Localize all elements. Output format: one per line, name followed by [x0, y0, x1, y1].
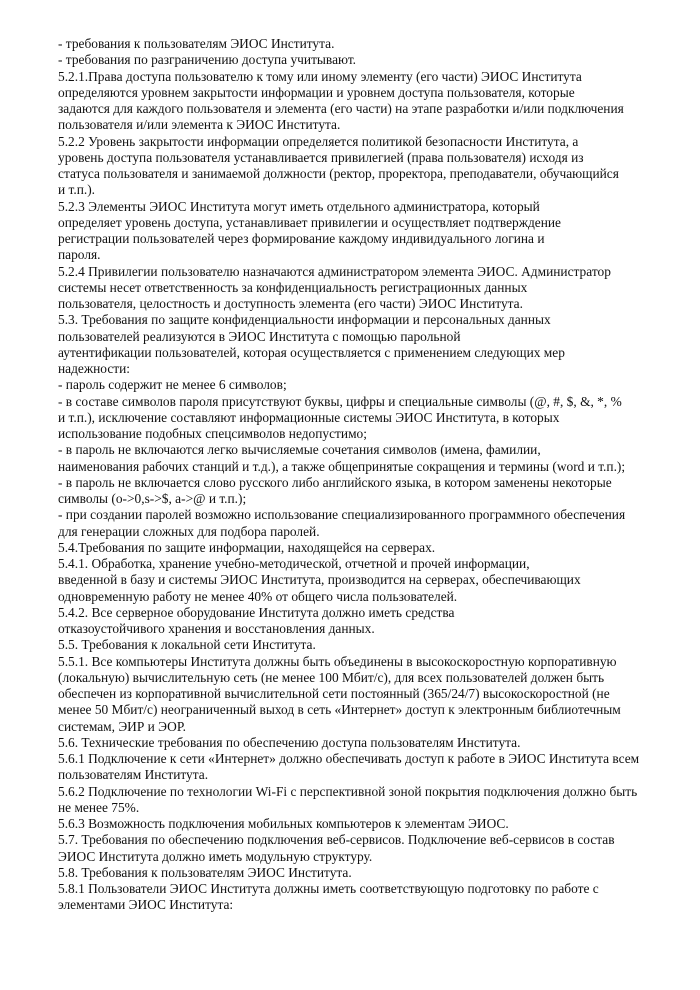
- text-line: и т.п.), исключение составляют информационные системы ЭИОС Института, в которых: [58, 409, 560, 425]
- text-line: 5.2.3 Элементы ЭИОС Института могут иметь отдельного администратора, который: [58, 198, 540, 214]
- paragraph-req-access: [58, 52, 672, 68]
- text-line: 5.4.1. Обработка, хранение учебно-методической, отчетной и прочей информации,: [58, 556, 530, 571]
- text-line: отказоустойчивого хранения и восстановления данных.: [58, 621, 375, 636]
- paragraph-pw-software: [58, 507, 672, 540]
- paragraph-p-5-6-2: [58, 784, 672, 817]
- paragraph-p-5-6-3: [58, 816, 672, 832]
- text-line: системам, ЭИР и ЭОР.: [58, 718, 186, 734]
- text-line: 5.3. Требования по защите конфиденциальности информации и персональных данных: [58, 312, 551, 328]
- paragraph-p-5-2-2: [58, 134, 672, 199]
- text-line: 5.2.1.Права доступа пользователю к тому или иному элементу (его части) ЭИОС Института: [58, 68, 582, 84]
- text-line: и т.п.).: [58, 182, 96, 198]
- text-line: использование подобных спецсимволов недопустимо;: [58, 426, 367, 441]
- text-line: определяются уровнем закрытости информации и уровнем доступа пользователя, которые: [58, 84, 575, 100]
- text-line: 5.6.3 Возможность подключения мобильных компьютеров к элементам ЭИОС.: [58, 816, 509, 831]
- text-line: - при создании паролей возможно использование специализированного программного обеспечения: [58, 507, 626, 523]
- text-line: регистрации пользователей через формирование каждому индивидуального логина и: [58, 231, 545, 246]
- paragraph-req-users: [58, 36, 672, 52]
- paragraph-p-5-2-4: [58, 264, 672, 313]
- paragraph-pw-length: [58, 377, 672, 393]
- text-line: обеспечен из корпоративной вычислительной сети постоянный (365/24/7) высокоскоростной (не: [58, 686, 610, 701]
- paragraph-p-5-4: [58, 540, 672, 556]
- text-line: одновременную работу не менее 40% от общего числа пользователей.: [58, 588, 458, 604]
- paragraph-p-5-8: [58, 865, 672, 881]
- text-line: 5.4.Требования по защите информации, находящейся на серверах.: [58, 539, 436, 555]
- document-page: [58, 36, 672, 914]
- text-line: пользователя, целостность и доступность элемента (его части) ЭИОС Института.: [58, 296, 523, 311]
- text-line: введенной в базу и системы ЭИОС Института, производится на серверах, обеспечивающих: [58, 572, 581, 588]
- text-line: аутентификации пользователей, которая осуществляется с применением следующих мер: [58, 344, 565, 360]
- text-line: не менее 75%.: [58, 799, 140, 815]
- text-line: 5.5.1. Все компьютеры Института должны быть объединены в высокоскоростную корпоративную: [58, 653, 617, 669]
- text-line: определяет уровень доступа, устанавливает привилегии и осуществляет подтверждение: [58, 214, 561, 230]
- paragraph-p-5-2-1: [58, 69, 672, 134]
- paragraph-p-5-4-1: [58, 556, 672, 605]
- paragraph-pw-words: [58, 475, 672, 508]
- paragraph-p-5-6: [58, 735, 672, 751]
- text-line: задаются для каждого пользователя и элемента (его части) на этапе разработки и/или подключения: [58, 101, 624, 116]
- text-line: менее 50 Мбит/с) неограниченный выход в сеть «Интернет» доступ к электронным библиотечным: [58, 702, 621, 718]
- text-line: - в пароль не включается слово русского либо английского языка, в котором заменены некоторые: [58, 474, 612, 490]
- text-line: 5.2.2 Уровень закрытости информации определяется политикой безопасности Института, а: [58, 133, 579, 149]
- text-line: - требования по разграничению доступа учитывают.: [58, 52, 357, 68]
- paragraph-p-5-7: [58, 832, 672, 865]
- text-line: 5.7. Требования по обеспечению подключения веб-сервисов. Подключение веб-сервисов в состав: [58, 832, 615, 848]
- text-line: уровень доступа пользователя устанавливается привилегией (права пользователя) исходя из: [58, 149, 584, 165]
- text-line: символы (o->0,s->$, a->@ и т.п.);: [58, 491, 247, 506]
- text-line: пользователям Института.: [58, 767, 209, 783]
- paragraph-p-5-6-1: [58, 751, 672, 784]
- text-line: для генерации сложных для подбора паролей.: [58, 523, 320, 539]
- paragraph-p-5-8-1: [58, 881, 672, 914]
- text-line: надежности:: [58, 361, 130, 376]
- paragraph-p-5-3: [58, 312, 672, 377]
- paragraph-p-5-5-1: [58, 654, 672, 735]
- text-line: 5.4.2. Все серверное оборудование Института должно иметь средства: [58, 604, 455, 620]
- text-line: - требования к пользователям ЭИОС Института.: [58, 36, 335, 51]
- text-line: элементами ЭИОС Института:: [58, 897, 234, 913]
- text-line: - пароль содержит не менее 6 символов;: [58, 377, 287, 393]
- text-line: ЭИОС Института должно иметь модульную структуру.: [58, 848, 373, 864]
- text-line: пользователей реализуются в ЭИОС Института с помощью парольной: [58, 328, 461, 344]
- text-line: - в составе символов пароля присутствуют буквы, цифры и специальные символы (@, #, $, &, *, %: [58, 393, 622, 409]
- paragraph-p-5-4-2: [58, 605, 672, 638]
- paragraph-p-5-5: [58, 637, 672, 653]
- text-line: системы несет ответственность за конфиденциальность регистрационных данных: [58, 279, 528, 295]
- text-line: - в пароль не включаются легко вычисляемые сочетания символов (имена, фамилии,: [58, 442, 541, 458]
- paragraph-pw-chars: [58, 394, 672, 443]
- text-line: 5.2.4 Привилегии пользователю назначаются администратором элемента ЭИОС. Администратор: [58, 263, 611, 279]
- text-line: 5.6. Технические требования по обеспечению доступа пользователям Института.: [58, 734, 521, 750]
- text-line: наименования рабочих станций и т.д.), а также общепринятые сокращения и термины (word и т.п.);: [58, 458, 626, 474]
- text-line: 5.8. Требования к пользователям ЭИОС Института.: [58, 864, 352, 880]
- text-line: пароля.: [58, 247, 101, 263]
- text-line: пользователя и/или элемента к ЭИОС Института.: [58, 117, 341, 133]
- text-line: статуса пользователя и занимаемой должности (ректор, проректора, преподаватели, обучающийся: [58, 166, 619, 181]
- text-line: (локальную) вычислительную сеть (не менее 100 Мбит/с), для всех пользователей должен быть: [58, 669, 605, 685]
- text-line: 5.6.1 Подключение к сети «Интернет» должно обеспечивать доступ к работе в ЭИОС Института всем: [58, 751, 640, 766]
- paragraph-pw-combos: [58, 442, 672, 475]
- text-line: 5.6.2 Подключение по технологии Wi-Fi с перспективной зоной покрытия подключения должно быть: [58, 783, 638, 799]
- paragraph-p-5-2-3: [58, 199, 672, 264]
- text-line: 5.5. Требования к локальной сети Института.: [58, 637, 316, 653]
- text-line: 5.8.1 Пользователи ЭИОС Института должны иметь соответствующую подготовку по работе с: [58, 881, 599, 896]
